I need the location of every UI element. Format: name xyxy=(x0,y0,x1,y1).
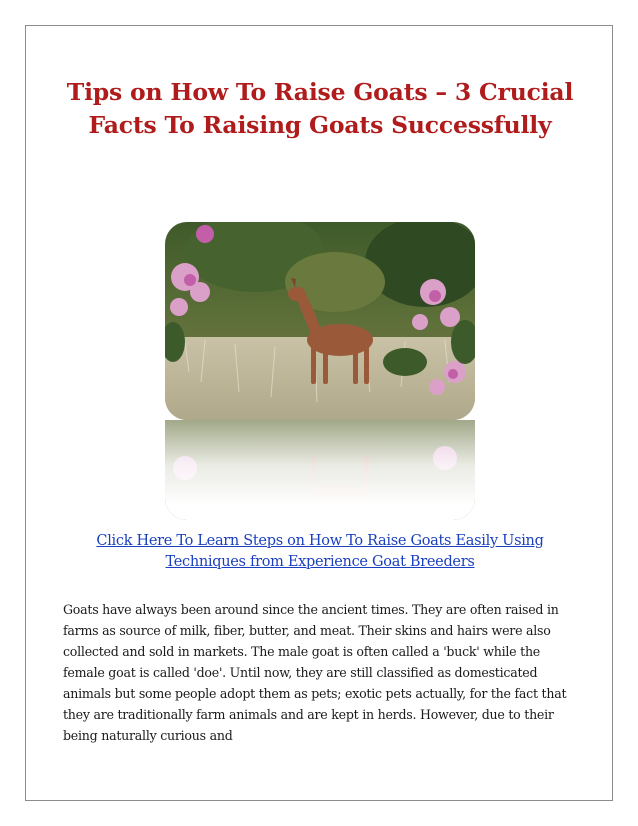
document-title: Tips on How To Raise Goats – 3 Crucial Facts To Raising Goats Successfully xyxy=(66,78,574,139)
goat-photo-figure xyxy=(160,222,480,520)
body-paragraph: Goats have always been around since the ancient times. They are often raised in farms as source of milk, fiber, butter, and meat. Their skins and hairs were also collected and sold in markets. The male goat is often called a 'buck' while the female goat is called 'doe'. Until now, they are still classified as domesticated animals but some people adopt them as pets; exotic pets actually, for the fact that they are traditionally farm animals and are kept in herds. However, due to their being naturally curious and xyxy=(63,602,567,743)
reflection-fade xyxy=(165,420,475,520)
goat-photo-reflection xyxy=(165,420,475,520)
goat-photo xyxy=(165,222,475,420)
learn-more-link[interactable]: Click Here To Learn Steps on How To Raise Goats Easily Using Techniques from Experience Goat Breeders xyxy=(96,533,544,570)
